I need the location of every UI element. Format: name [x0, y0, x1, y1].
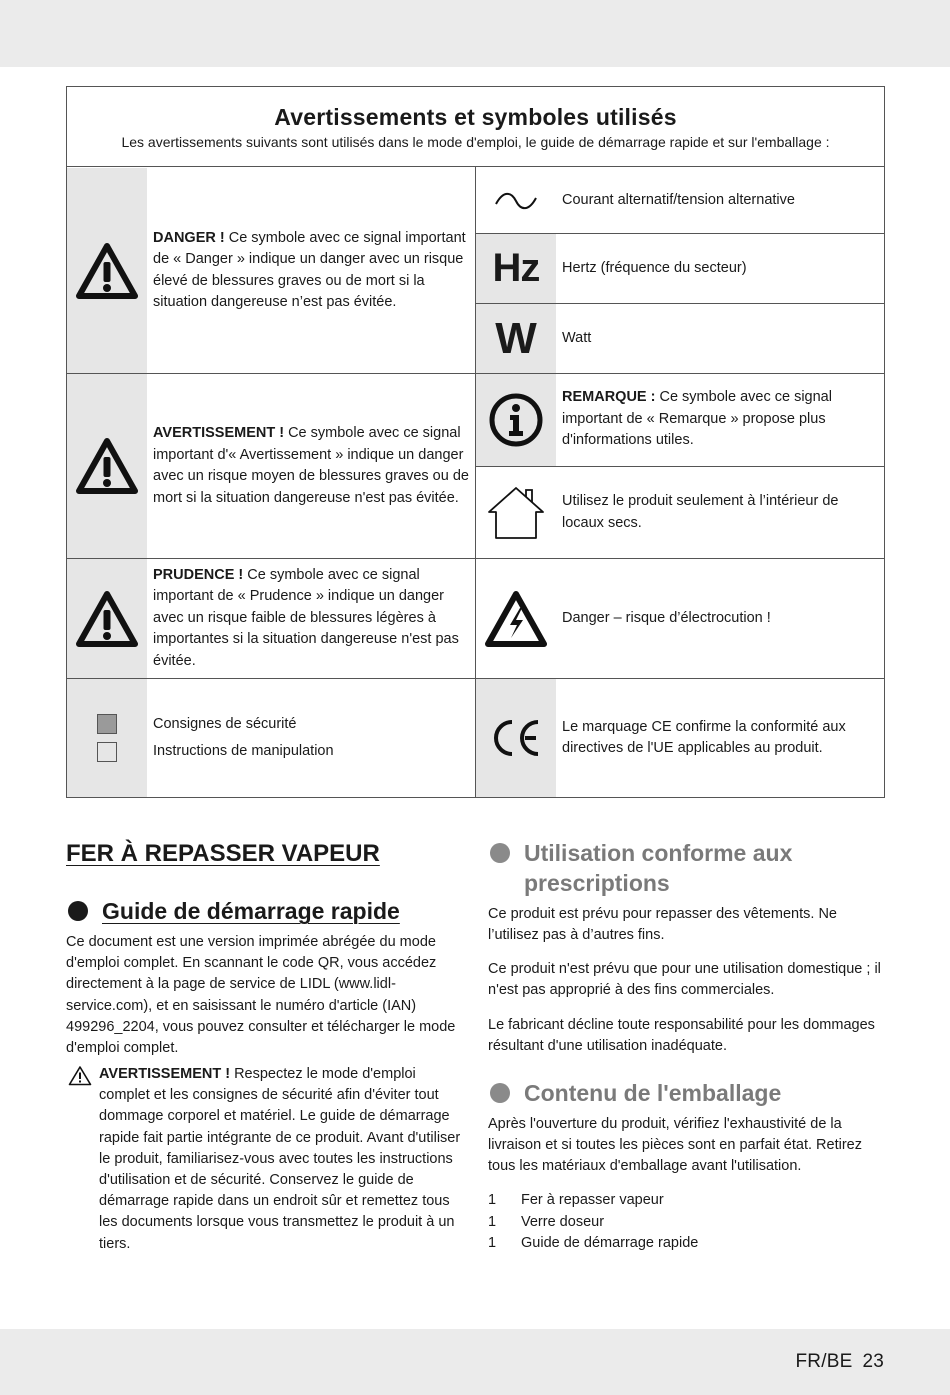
list-item: [488, 1190, 698, 1212]
warning-triangle-icon: [75, 437, 139, 495]
house-icon: [486, 485, 546, 541]
ce-text: Le marquage CE confirme la conformité aux directives de l'UE applicables au produit.: [562, 718, 846, 756]
contents-title: Contenu de l'emballage: [524, 1080, 782, 1106]
usage-paragraph-3: Le fabricant décline toute responsabilité pour les dommages résultant d'une utilisation inadéquate.: [488, 1017, 875, 1055]
ce-icon-cell: [476, 679, 556, 797]
usage-paragraph-2: Ce produit n'est prévu que pour une utilisation domestique ; il n'est pas approprié à des fins commerciales.: [488, 961, 881, 999]
ce-mark-icon: [489, 718, 543, 758]
watt-text: Watt: [562, 329, 592, 346]
warning-block: [66, 1064, 466, 1255]
danger-label: DANGER !: [153, 229, 225, 246]
ac-text: Courant alternatif/tension alternative: [562, 191, 795, 208]
intro-paragraph: Ce document est une version imprimée abrégée du mode d'emploi complet. En scannant le code QR, vous accédez directement à la page de service de LIDL (www.lidl-service.com), et en saisissant le numéro d'article (IAN) 499296_2204, vous pouvez consulter et télécharger le mode d'emploi complet.: [66, 934, 456, 1057]
remarque-text: [562, 374, 878, 466]
danger-row: [67, 168, 475, 373]
safety-instructions-label: Consignes de sécurité: [153, 715, 297, 732]
prudence-description: Ce symbole avec ce signal important de « Prudence » indique un danger avec un risque faible de blessures légères à importantes si la situation dangereuse n'est pas évitée.: [153, 566, 459, 669]
avertissement-description: Ce symbole avec ce signal important d'« Avertissement » indique un danger avec un risque moyen de blessures graves ou de mort si la situation dangereuse n'est pas évitée.: [153, 425, 469, 506]
instruction-types-text: [153, 679, 469, 797]
electrocution-text: Danger – risque d’électrocution !: [562, 609, 771, 626]
electrocution-icon-cell: [476, 559, 556, 678]
checkbox-empty-icon: [97, 742, 117, 762]
contents-intro: Après l'ouverture du produit, vérifiez l'exhaustivité de la livraison et si toutes les pièces sont en parfait état. Retirez tous les matériaux d'emballage avant l'utilisation.: [488, 1116, 862, 1175]
usage-title-line-2: prescriptions: [524, 870, 670, 896]
checkbox-filled-icon: [97, 714, 117, 734]
product-title: FER À REPASSER VAPEUR: [66, 840, 380, 867]
danger-icon-cell: [67, 168, 147, 373]
indoor-text: Utilisez le produit seulement à l’intérieur de locaux secs.: [562, 493, 839, 531]
handling-instructions-label: Instructions de manipulation: [153, 743, 334, 759]
item-quantity: 1: [488, 1235, 497, 1251]
ce-row: [476, 679, 884, 797]
hz-icon: Hz: [492, 246, 540, 290]
watt-icon-cell: [476, 304, 556, 373]
ac-icon-cell: [476, 168, 556, 233]
info-icon: [488, 392, 544, 448]
prudence-label: PRUDENCE !: [153, 566, 244, 583]
electric-shock-icon: [484, 590, 548, 648]
page-number: 23: [862, 1351, 884, 1372]
bullet-icon: [68, 901, 88, 921]
danger-text: [153, 168, 469, 373]
symbols-table-subtitle: Les avertissements suivants sont utilisés dans le mode d'emploi, le guide de démarrage rapide et sur l'emballage :: [121, 134, 830, 150]
symbols-table-title: Avertissements et symboles utilisés: [274, 104, 677, 130]
item-quantity: 1: [488, 1192, 497, 1208]
contents-heading: [490, 1080, 890, 1110]
prudence-row: [67, 559, 475, 678]
usage-title-line-1: Utilisation conforme aux: [524, 840, 793, 866]
hz-text: Hertz (fréquence du secteur): [562, 259, 747, 276]
list-item: [488, 1233, 698, 1255]
warning-label: AVERTISSEMENT !: [99, 1066, 231, 1082]
symbols-table: [66, 86, 885, 798]
indoor-icon-cell: [476, 467, 556, 558]
usage-heading: [490, 840, 890, 900]
avertissement-row: [67, 374, 475, 558]
bullet-icon: [490, 843, 510, 863]
avertissement-text: [153, 374, 469, 558]
bullet-icon: [490, 1083, 510, 1103]
remarque-row: [476, 374, 884, 466]
indoor-row: [476, 467, 884, 558]
hz-row: [476, 234, 884, 303]
prudence-text: [153, 559, 469, 678]
quick-start-heading: [68, 898, 468, 928]
item-name: Verre doseur: [521, 1213, 605, 1230]
ac-row: [476, 168, 884, 233]
item-quantity: 1: [488, 1213, 497, 1230]
usage-paragraph-1: Ce produit est prévu pour repasser des vêtements. Ne l’utilisez pas à d’autres fins.: [488, 906, 837, 944]
symbols-table-header: [67, 87, 884, 167]
remarque-description: Ce symbole avec ce signal important de « Remarque » propose plus d'informations utiles.: [562, 389, 832, 448]
item-name: Fer à repasser vapeur: [521, 1192, 664, 1208]
electrocution-row: [476, 559, 884, 678]
remarque-icon-cell: [476, 374, 556, 466]
instruction-types-row: [67, 679, 475, 797]
top-band: [0, 0, 950, 67]
checkbox-icon-cell: [67, 679, 147, 797]
hz-icon-cell: [476, 234, 556, 303]
warning-text: Respectez le mode d'emploi complet et les consignes de sécurité afin d'éviter tout dommage corporel et matériel. Le guide de démarrage rapide fait partie intégrante de ce produit. Avant d'utiliser le produit, familiarisez-vous avec toutes les instructions d'utilisation et de sécurité. Conservez le guide de démarrage rapide dans un endroit sûr et remettez tous les documents lorsque vous transmettez le produit à un tiers.: [99, 1066, 461, 1252]
prudence-icon-cell: [67, 559, 147, 678]
list-item: [488, 1212, 698, 1234]
warning-triangle-icon: [68, 1065, 92, 1086]
danger-description: Ce symbole avec ce signal important de « Danger » indique un danger avec un risque élevé de blessures graves ou de mort si la situation dangereuse n’est pas évitée.: [153, 229, 466, 310]
warning-triangle-icon: [75, 242, 139, 300]
watt-icon: W: [495, 313, 537, 363]
warning-triangle-icon: [75, 590, 139, 648]
footer-locale: FR/BE: [795, 1351, 853, 1372]
avertissement-icon-cell: [67, 374, 147, 558]
remarque-label: REMARQUE :: [562, 389, 656, 405]
tilde-icon: [493, 191, 539, 211]
page-footer: [796, 1351, 885, 1373]
watt-row: [476, 304, 884, 373]
quick-start-title: Guide de démarrage rapide: [102, 898, 400, 924]
avertissement-label: AVERTISSEMENT !: [153, 425, 285, 441]
item-name: Guide de démarrage rapide: [521, 1235, 699, 1251]
contents-list: [488, 1190, 698, 1255]
